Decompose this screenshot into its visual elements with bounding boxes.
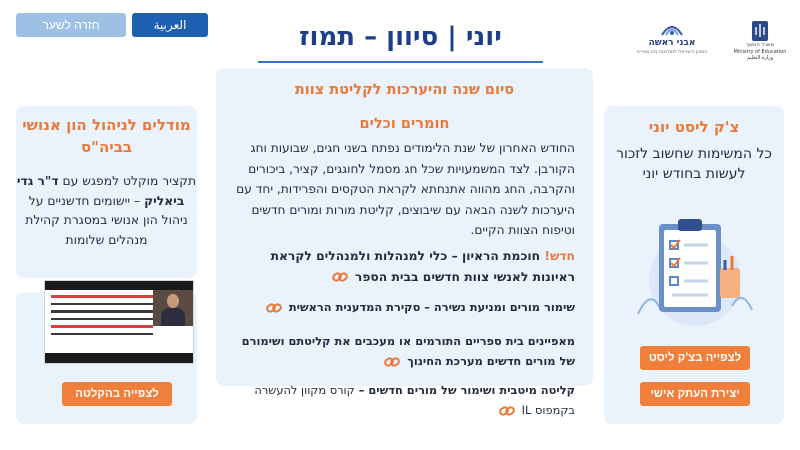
online-course-link[interactable] [230,380,575,420]
link-icon[interactable] [384,356,400,368]
link-icon[interactable] [499,405,515,417]
intro-paragraph: החודש האחרון של שנת הלימודים נפתח בשני חגים, שבועות וחג הקורבן. לצד המשמעויות שכל חג מסמל לחוגגים, קציר, ביכורים והקרבה, החג מהווה אתנחתא לקראת הטקסים והפרידות, יחד עם היערכות לשנה הבאה עם שיבוצים, קליטת מורות ומורים חדשים וטיפוח הצוות הקיים. [236,141,575,237]
speaker-name: ד"ר גדי ביאליק [16,174,185,208]
interview-wisdom-text[interactable]: חוכמת הראיון – כלי למנהלות ולמנהלים לקראת ראיונות לאנשי צוות חדשים בבית הספר [270,249,575,284]
view-checklist-button[interactable]: לצפייה בצ'ק ליסט [640,346,750,370]
teacher-retention-text[interactable]: שימור מורים ומניעת נשירה – סקירת המדענית הראשית [288,300,575,314]
view-recording-button[interactable]: לצפייה בהקלטה [62,382,172,406]
materials-subtitle: חומרים וכלים [359,116,450,132]
school-characteristics-link[interactable] [230,331,575,371]
avney-rosha-logo [634,20,710,66]
hr-models-text-pre: תקציר מוקלט למפגש עם [62,174,197,188]
avney-rosha-logo-icon [659,20,685,38]
hr-models-panel [16,106,197,278]
video-thumbnail[interactable] [44,280,194,364]
video-top-bar [45,281,193,290]
link-icon[interactable] [266,302,282,314]
school-characteristics-text[interactable]: מאפיינים בית ספריים התורמים או מעכבים את קליטתם ושימורם של מורים חדשים מערכת החינוך [241,334,575,368]
speaker-video-icon [153,290,193,326]
page-title: יוני | סיוון – תמוז [299,22,502,52]
ministry-logo-line2: Ministry of Education [733,48,787,55]
ministry-logo-line3: وزارة التعليم [746,55,774,61]
hr-models-text-post: – יישומים חדשניים על ניהול הון אנושי במסגרת קהילת מנהלים שלומות [25,193,188,247]
hr-models-description [16,172,197,250]
ministry-emblem-icon [750,20,770,42]
slide-text-lines [51,295,153,340]
video-controls-bar [45,353,193,363]
ministry-of-education-logo [733,20,787,66]
interview-wisdom-item[interactable] [230,246,575,287]
teacher-retention-link[interactable] [230,297,575,317]
year-end-panel [216,68,593,417]
hr-models-title: מודלים לניהול הון אנושי בביה"ס [22,116,191,156]
clipboard-checklist-icon [632,206,758,332]
year-end-title: סיום שנה והיערכות לקליטת צוות [294,82,515,98]
back-to-gate-button[interactable]: חזרה לשער [16,13,126,37]
avney-logo-name: אבני ראשה [648,38,696,48]
recording-panel [16,292,197,424]
new-badge: חדש! [544,249,575,263]
checklist-description: כל המשימות שחשוב לזכור לעשות בחודש יוני [616,146,772,182]
link-icon[interactable] [332,271,348,283]
online-course-title[interactable]: קליטה מיטבית ושימור של מורים חדשים – [358,383,575,397]
arabic-language-button[interactable]: العربية [132,13,208,37]
title-underline [258,61,543,63]
ministry-logo-line1: משרד החינוך [746,42,774,48]
checklist-panel [604,106,784,424]
checklist-title: צ'ק ליסט יוני [648,118,740,136]
avney-logo-subtitle: המכון הישראלי למנהיגות בית ספרית [636,50,708,55]
create-personal-copy-button[interactable]: יצירת העתק אישי [640,382,750,406]
online-course-text[interactable]: קורס מקוון להעשרה בקמפוס IL [254,383,575,417]
